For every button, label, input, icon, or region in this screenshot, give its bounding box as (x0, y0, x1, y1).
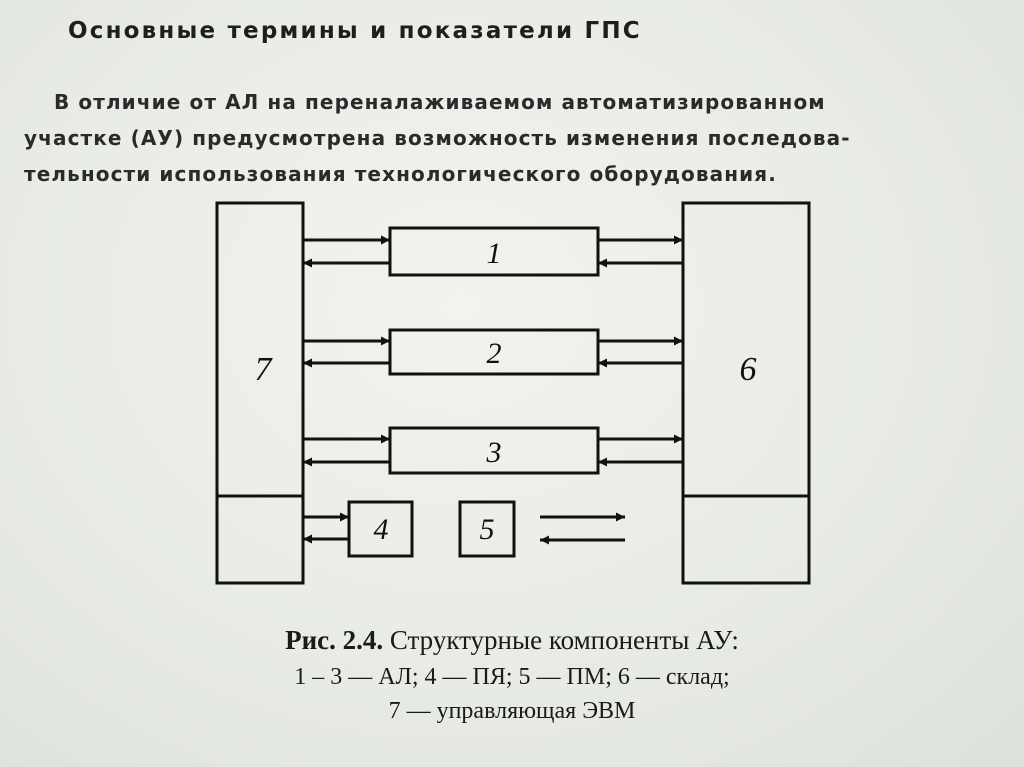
paragraph-line-2: участке (АУ) предусмотрена возможность изменения последова- (24, 126, 851, 150)
block-6 (683, 203, 809, 583)
label-2: 2 (486, 337, 502, 370)
label-4: 4 (373, 513, 389, 546)
slide-paragraph (24, 84, 1004, 192)
label-6: 6 (739, 351, 757, 388)
label-7: 7 (254, 351, 272, 388)
structure-diagram (200, 190, 820, 595)
slide-title: Основные термины и показатели ГПС (68, 18, 642, 44)
caption-legend-line-1: 1 – 3 — АЛ; 4 — ПЯ; 5 — ПМ; 6 — склад; (294, 664, 730, 690)
paragraph-line-1: В отличие от АЛ на переналаживаемом автоматизированном (54, 90, 826, 114)
figure-caption (150, 620, 874, 728)
caption-title-line (150, 620, 874, 660)
block-7 (217, 203, 303, 583)
label-1: 1 (486, 237, 502, 270)
caption-legend-line-2: 7 — управляющая ЭВМ (388, 698, 636, 724)
paragraph-line-3: тельности использования технологического оборудования. (24, 162, 777, 186)
caption-fig-title: Структурные компоненты АУ: (389, 625, 739, 655)
caption-fig-label: Рис. 2.4. (285, 625, 384, 655)
label-3: 3 (486, 436, 502, 469)
label-5: 5 (479, 513, 495, 546)
